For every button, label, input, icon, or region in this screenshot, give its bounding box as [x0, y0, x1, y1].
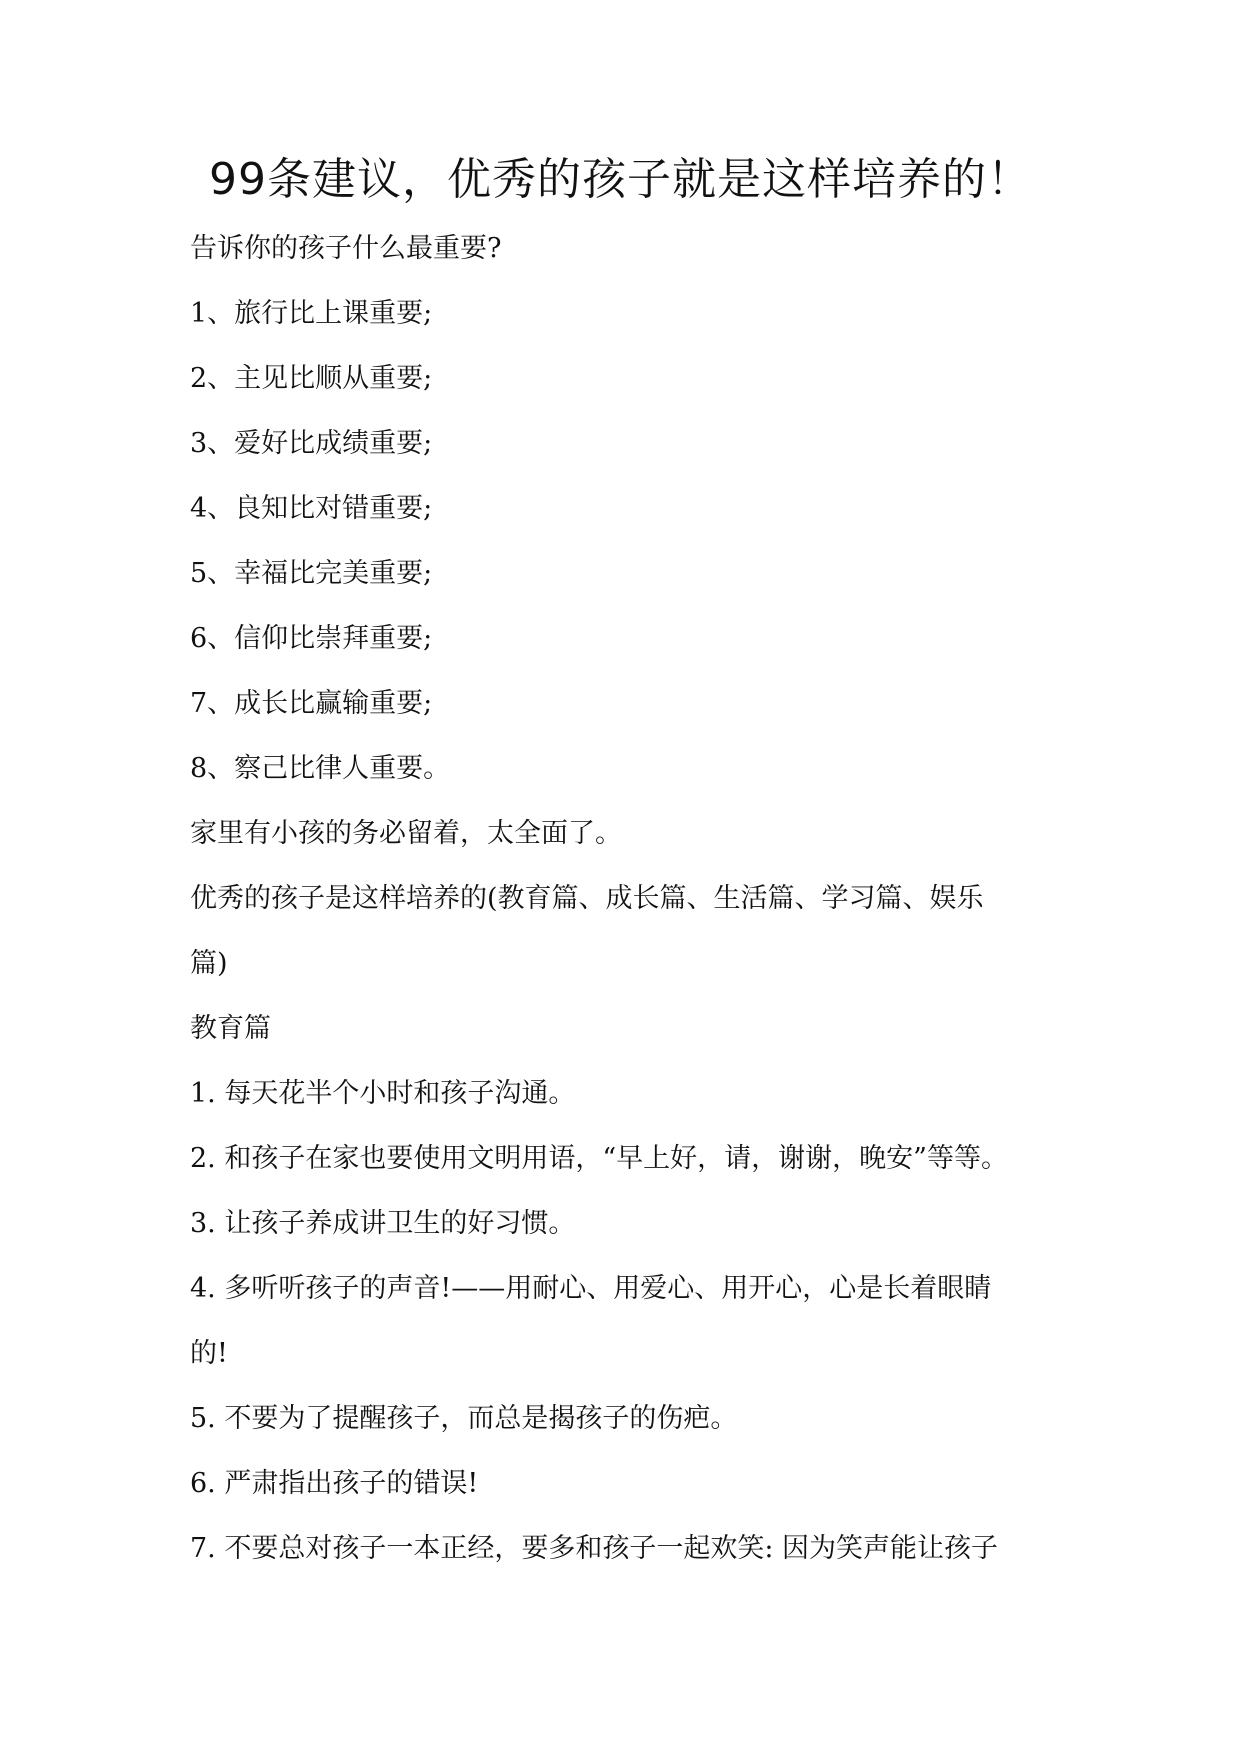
section-heading: 教育篇 — [190, 1013, 271, 1044]
list-item: 1、旅行比上课重要; — [190, 298, 433, 329]
list-item: 3. 让孩子养成讲卫生的好习惯。 — [190, 1208, 576, 1239]
list-item: 6. 严肃指出孩子的错误! — [190, 1468, 479, 1499]
list-item: 7. 不要总对孩子一本正经，要多和孩子一起欢笑: 因为笑声能让孩子 — [190, 1533, 999, 1564]
paragraph-line: 优秀的孩子是这样培养的(教育篇、成长篇、生活篇、学习篇、娱乐 — [190, 883, 984, 914]
document-body — [190, 222, 1060, 1587]
paragraph-line: 的! — [190, 1338, 228, 1369]
list-item: 7、成长比赢输重要; — [190, 688, 433, 719]
paragraph-line: 告诉你的孩子什么最重要? — [190, 233, 502, 264]
paragraph-line: 家里有小孩的务必留着，太全面了。 — [190, 818, 622, 849]
list-item: 6、信仰比崇拜重要; — [190, 623, 433, 654]
list-item: 8、察己比律人重要。 — [190, 753, 451, 784]
list-item: 2、主见比顺从重要; — [190, 363, 433, 394]
list-item: 2. 和孩子在家也要使用文明用语，“早上好，请，谢谢，晚安”等等。 — [190, 1143, 1008, 1174]
document-title: 99条建议，优秀的孩子就是这样培养的！ — [209, 154, 1032, 205]
list-item: 4. 多听听孩子的声音!——用耐心、用爱心、用开心，心是长着眼睛 — [190, 1273, 992, 1304]
paragraph-line: 篇) — [190, 948, 228, 979]
list-item: 5、幸福比完美重要; — [190, 558, 433, 589]
list-item: 1. 每天花半个小时和孩子沟通。 — [190, 1078, 576, 1109]
list-item: 5. 不要为了提醒孩子，而总是揭孩子的伤疤。 — [190, 1403, 738, 1434]
list-item: 4、良知比对错重要; — [190, 493, 433, 524]
list-item: 3、爱好比成绩重要; — [190, 428, 433, 459]
